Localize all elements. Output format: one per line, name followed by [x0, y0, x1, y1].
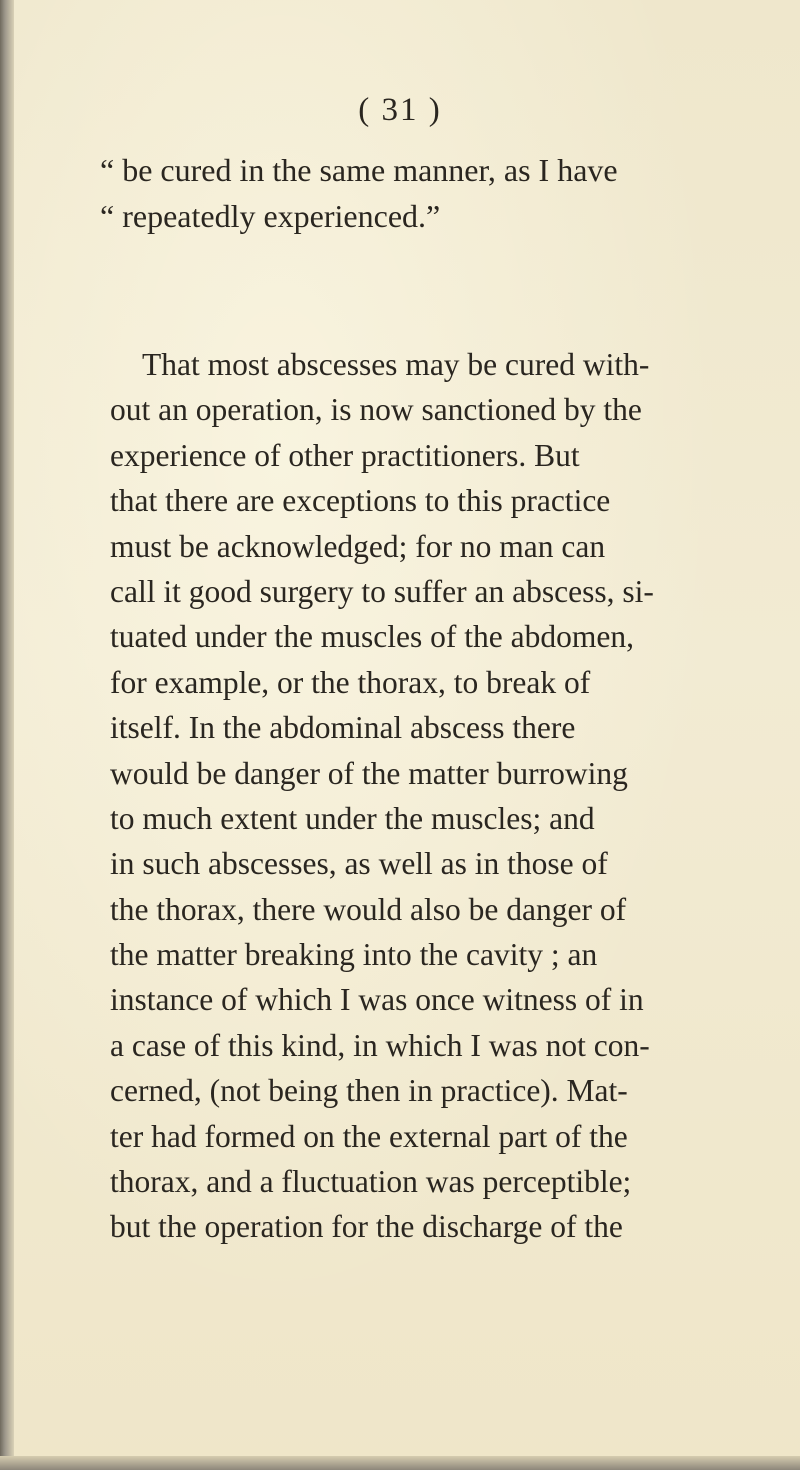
text-line: to much extent under the muscles; and [110, 800, 595, 836]
text-line: would be danger of the matter burrowing [110, 755, 628, 791]
text-line: for example, or the thorax, to break of [110, 664, 591, 700]
text-line: cerned, (not being then in practice). Mat- [110, 1073, 628, 1109]
page-number: ( 31 ) [358, 92, 442, 128]
text-line: in such abscesses, as well as in those of [110, 846, 608, 882]
text-line: instance of which I was once witness of in [110, 982, 644, 1018]
text-line: thorax, and a fluctuation was perceptible; [110, 1164, 632, 1200]
page-binding-edge [0, 0, 14, 1470]
text-line: That most abscesses may be cured with- [142, 347, 650, 382]
text-line: experience of other practitioners. But [110, 437, 580, 473]
text-line: the thorax, there would also be danger of [110, 891, 627, 927]
text-line: out an operation, is now sanctioned by the [110, 392, 642, 428]
page-bottom-edge [0, 1456, 800, 1470]
text-line: “ repeatedly experienced.” [100, 198, 441, 234]
text-line: a case of this kind, in which I was not con- [110, 1027, 650, 1063]
quote-continuation [100, 147, 720, 239]
text-line: tuated under the muscles of the abdomen, [110, 619, 634, 655]
text-line: itself. In the abdominal abscess there [110, 710, 576, 746]
text-line: but the operation for the discharge of the [110, 1209, 623, 1245]
body-paragraph [110, 342, 730, 1250]
text-line: “ be cured in the same manner, as I have [100, 152, 618, 188]
text-line: the matter breaking into the cavity ; an [110, 937, 598, 973]
text-line: ter had formed on the external part of the [110, 1118, 628, 1154]
text-line: must be acknowledged; for no man can [110, 528, 606, 564]
text-line: call it good surgery to suffer an abscess, si- [110, 573, 654, 609]
text-line: that there are exceptions to this practice [110, 483, 611, 519]
